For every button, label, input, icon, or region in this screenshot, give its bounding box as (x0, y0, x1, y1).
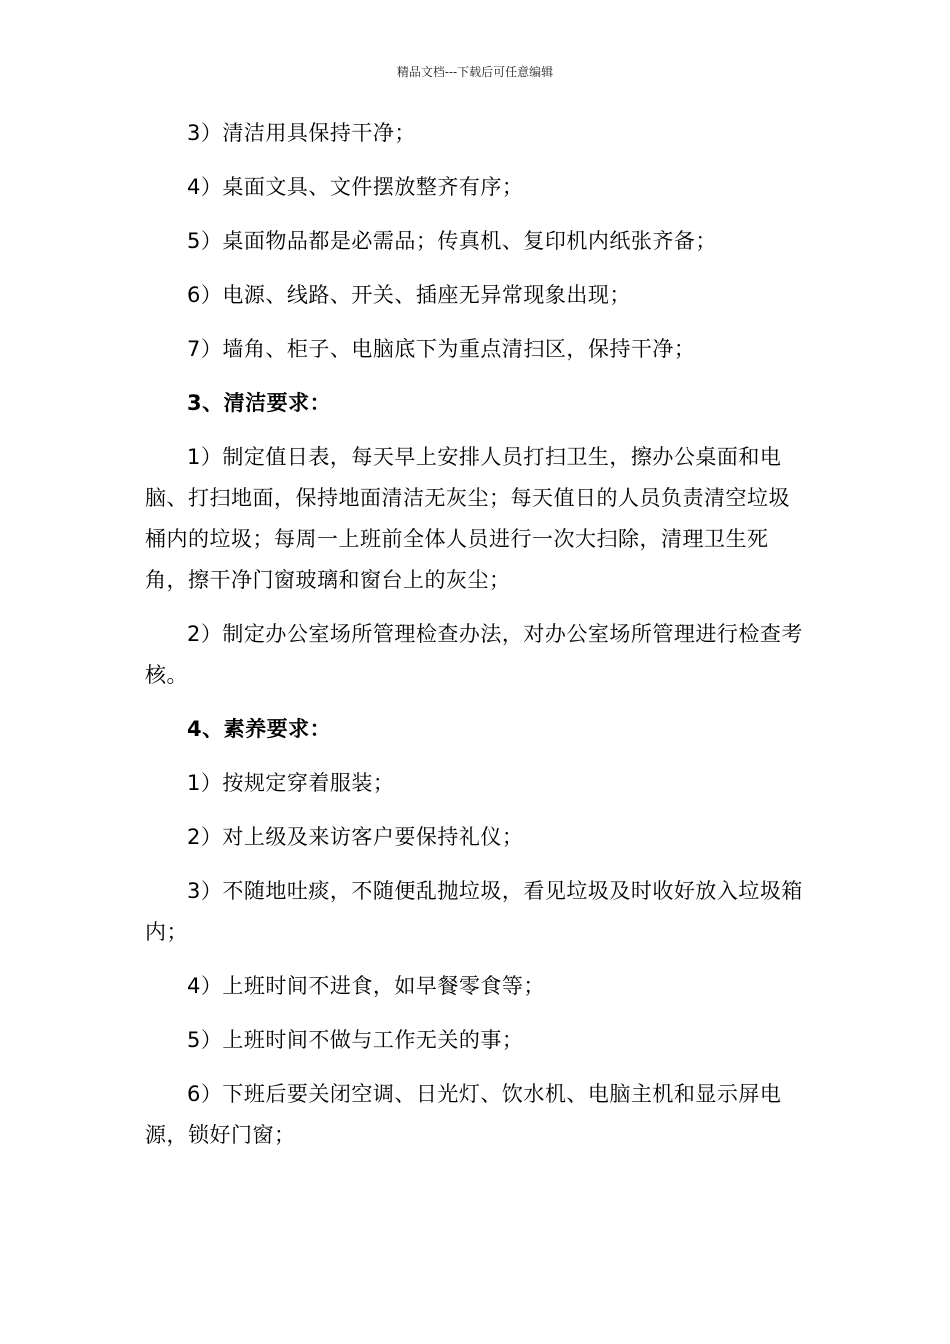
list-item: 3）清洁用具保持干净； (187, 121, 416, 145)
list-item: 1）制定值日表，每天早上安排人员打扫卫生，擦办公桌面和电脑、打扫地面，保持地面清洁无灰尘；每天值日的人员负责清空垃圾桶内的垃圾；每周一上班前全体人员进行一次大扫除，清理卫生死角，擦干净门窗玻璃和窗台上的灰尘； (145, 445, 790, 592)
list-item: 6）下班后要关闭空调、日光灯、饮水机、电脑主机和显示屏电源，锁好门窗； (145, 1082, 782, 1147)
list-item: 5）上班时间不做与工作无关的事； (187, 1028, 524, 1052)
document-body (145, 113, 805, 1169)
list-item: 6）电源、线路、开关、插座无异常现象出现； (187, 283, 631, 307)
list-item: 2）对上级及来访客户要保持礼仪； (187, 825, 524, 849)
list-item: 4）上班时间不进食，如早餐零食等； (187, 974, 545, 998)
page-header: 精品文档---下载后可任意编辑 (396, 65, 554, 79)
section-heading-discipline: 4、素养要求： (187, 717, 332, 741)
list-item: 5）桌面物品都是必需品；传真机、复印机内纸张齐备； (187, 229, 717, 253)
section-heading-cleaning: 3、清洁要求： (187, 391, 332, 415)
list-item: 7）墙角、柜子、电脑底下为重点清扫区，保持干净； (187, 337, 696, 361)
list-item: 1）按规定穿着服装； (187, 771, 395, 795)
list-item: 4）桌面文具、文件摆放整齐有序； (187, 175, 524, 199)
list-item: 3）不随地吐痰，不随便乱抛垃圾，看见垃圾及时收好放入垃圾箱内； (145, 879, 803, 944)
list-item: 2）制定办公室场所管理检查办法，对办公室场所管理进行检查考核。 (145, 622, 803, 687)
